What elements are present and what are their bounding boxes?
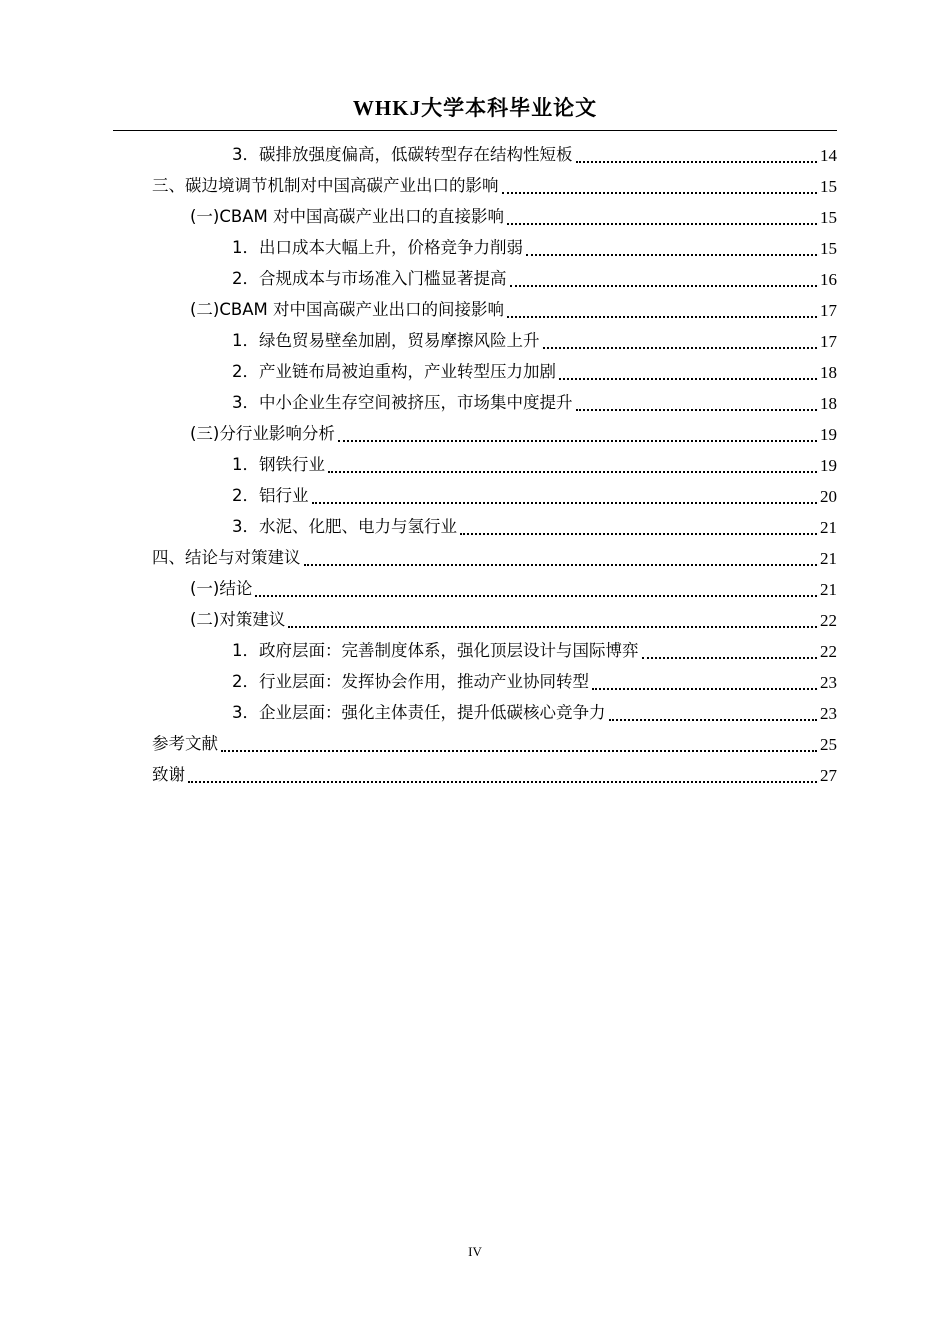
toc-entry-page-number: 23 <box>820 673 837 692</box>
header-rule <box>113 130 837 131</box>
toc-entry-page-number: 21 <box>820 549 837 568</box>
toc-entry-title: 1．钢铁行业 <box>232 455 325 475</box>
toc-entry-page-number: 22 <box>820 611 837 630</box>
toc-entry[interactable] <box>190 202 837 233</box>
toc-entry-title: (二)CBAM 对中国高碳产业出口的间接影响 <box>190 300 504 320</box>
toc-entry[interactable] <box>232 636 837 667</box>
toc-entry-page-number: 18 <box>820 363 837 382</box>
toc-entry-title: 2．合规成本与市场准入门槛显著提高 <box>232 269 507 289</box>
toc-dot-leader <box>304 564 818 566</box>
toc-entry[interactable] <box>232 357 837 388</box>
toc-entry-page-number: 22 <box>820 642 837 661</box>
toc-entry-title: 四、结论与对策建议 <box>152 548 301 568</box>
toc-entry-title: 3．中小企业生存空间被挤压，市场集中度提升 <box>232 393 573 413</box>
toc-dot-leader <box>255 595 817 597</box>
toc-entry[interactable] <box>190 295 837 326</box>
toc-entry[interactable] <box>152 760 837 791</box>
toc-entry-title: 2．产业链布局被迫重构，产业转型压力加剧 <box>232 362 556 382</box>
toc-dot-leader <box>312 502 818 504</box>
toc-entry-page-number: 19 <box>820 456 837 475</box>
toc-dot-leader <box>526 254 817 256</box>
toc-dot-leader <box>576 409 818 411</box>
toc-entry-title: (三)分行业影响分析 <box>190 424 335 444</box>
toc-entry-title: (一)结论 <box>190 579 253 599</box>
toc-entry-page-number: 17 <box>820 332 837 351</box>
toc-dot-leader <box>559 378 817 380</box>
toc-entry[interactable] <box>152 543 837 574</box>
toc-entry[interactable] <box>190 419 837 450</box>
toc-entry[interactable] <box>190 605 837 636</box>
toc-entry-page-number: 18 <box>820 394 837 413</box>
toc-entry-page-number: 21 <box>820 580 837 599</box>
toc-entry-page-number: 15 <box>820 177 837 196</box>
toc-entry[interactable] <box>232 233 837 264</box>
toc-entry[interactable] <box>232 450 837 481</box>
toc-dot-leader <box>543 347 818 349</box>
toc-entry-title: 1．绿色贸易壁垒加剧，贸易摩擦风险上升 <box>232 331 540 351</box>
toc-entry-title: (二)对策建议 <box>190 610 286 630</box>
toc-entry-page-number: 15 <box>820 239 837 258</box>
toc-dot-leader <box>328 471 817 473</box>
toc-entry-page-number: 21 <box>820 518 837 537</box>
toc-entry[interactable] <box>232 264 837 295</box>
toc-entry-page-number: 16 <box>820 270 837 289</box>
toc-entry-title: 2．行业层面：发挥协会作用，推动产业协同转型 <box>232 672 589 692</box>
toc-entry[interactable] <box>232 667 837 698</box>
toc-entry[interactable] <box>232 388 837 419</box>
toc-entry[interactable] <box>190 574 837 605</box>
toc-entry-title: 三、碳边境调节机制对中国高碳产业出口的影响 <box>152 176 499 196</box>
toc-dot-leader <box>507 223 817 225</box>
toc-dot-leader <box>338 440 817 442</box>
toc-dot-leader <box>576 161 818 163</box>
toc-entry-page-number: 15 <box>820 208 837 227</box>
toc-dot-leader <box>507 316 817 318</box>
toc-dot-leader <box>502 192 818 194</box>
toc-entry-title: 1．出口成本大幅上升，价格竞争力削弱 <box>232 238 523 258</box>
toc-entry-page-number: 20 <box>820 487 837 506</box>
toc-entry[interactable] <box>152 729 837 760</box>
toc-entry-page-number: 27 <box>820 766 837 785</box>
page-header-title: WHKJ大学本科毕业论文 <box>352 96 598 120</box>
toc-entry[interactable] <box>232 140 837 171</box>
toc-dot-leader <box>460 533 817 535</box>
toc-entry[interactable] <box>232 698 837 729</box>
toc-entry-page-number: 19 <box>820 425 837 444</box>
toc-entry-page-number: 23 <box>820 704 837 723</box>
toc-entry-title: 2．铝行业 <box>232 486 309 506</box>
toc-entry[interactable] <box>232 326 837 357</box>
toc-dot-leader <box>592 688 817 690</box>
toc-entry[interactable] <box>232 512 837 543</box>
toc-entry-title: 参考文献 <box>152 734 218 754</box>
toc-dot-leader <box>188 781 817 783</box>
toc-dot-leader <box>609 719 818 721</box>
toc-dot-leader <box>288 626 817 628</box>
toc-entry-page-number: 17 <box>820 301 837 320</box>
toc-dot-leader <box>221 750 817 752</box>
toc-entry[interactable] <box>232 481 837 512</box>
toc-entry-title: 3．企业层面：强化主体责任，提升低碳核心竞争力 <box>232 703 606 723</box>
footer-page-number: IV <box>468 1244 482 1259</box>
toc-entry-title: 3．碳排放强度偏高，低碳转型存在结构性短板 <box>232 145 573 165</box>
toc-entry-title: 致谢 <box>152 765 185 785</box>
toc-dot-leader <box>510 285 818 287</box>
toc-entry-title: 1．政府层面：完善制度体系，强化顶层设计与国际博弈 <box>232 641 639 661</box>
toc-entry-title: (一)CBAM 对中国高碳产业出口的直接影响 <box>190 207 504 227</box>
toc-entry-page-number: 14 <box>820 146 837 165</box>
toc-entry[interactable] <box>152 171 837 202</box>
toc-dot-leader <box>642 657 818 659</box>
toc-entry-title: 3．水泥、化肥、电力与氢行业 <box>232 517 457 537</box>
toc-entry-page-number: 25 <box>820 735 837 754</box>
